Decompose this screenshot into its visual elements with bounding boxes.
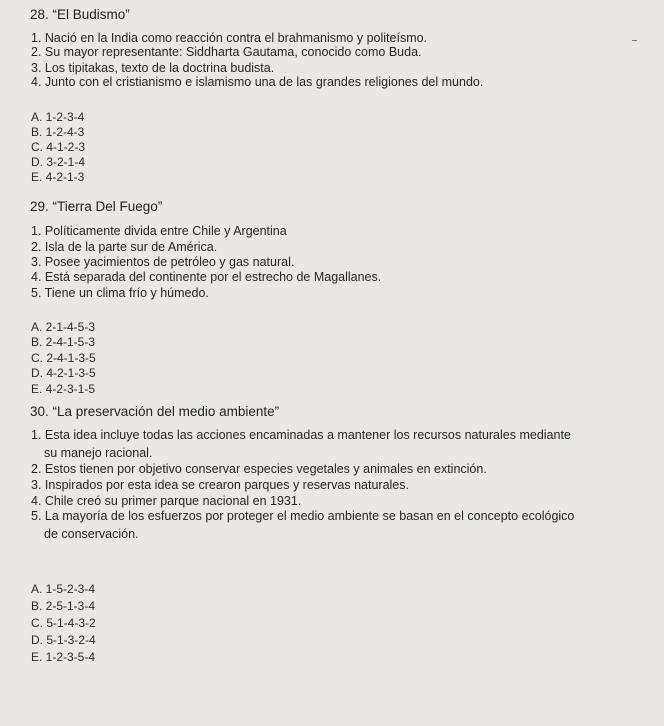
q29-option-c[interactable]: C. 2-4-1-3-5 <box>31 351 96 365</box>
q28-option-c[interactable]: C. 4-1-2-3 <box>31 140 86 154</box>
question-30-title: 30. “La preservación del medio ambiente” <box>30 404 280 419</box>
q28-statement-2: 2. Su mayor representante: Siddharta Gautama, conocido como Buda. <box>31 45 422 59</box>
q29-statement-2: 2. Isla de la parte sur de América. <box>31 240 218 254</box>
q28-option-e[interactable]: E. 4-2-1-3 <box>31 170 85 184</box>
pen-mark <box>632 40 637 41</box>
q30-statement-5-cont: de conservación. <box>44 527 139 541</box>
q30-option-b[interactable]: B. 2-5-1-3-4 <box>31 599 96 613</box>
question-28-title: 28. “El Budismo” <box>30 7 130 22</box>
q29-option-b[interactable]: B. 2-4-1-5-3 <box>31 335 96 349</box>
q28-option-d[interactable]: D. 3-2-1-4 <box>31 155 86 169</box>
q30-option-a[interactable]: A. 1-5-2-3-4 <box>31 582 96 596</box>
q30-option-d[interactable]: D. 5-1-3-2-4 <box>31 633 96 647</box>
q30-statement-1-cont: su manejo racional. <box>44 446 153 460</box>
q28-option-b[interactable]: B. 1-2-4-3 <box>31 125 85 139</box>
q29-statement-4: 4. Está separada del continente por el estrecho de Magallanes. <box>31 270 382 284</box>
q29-statement-3: 3. Posee yacimientos de petróleo y gas natural. <box>31 255 295 269</box>
q30-option-c[interactable]: C. 5-1-4-3-2 <box>31 616 96 630</box>
q29-statement-5: 5. Tiene un clima frío y húmedo. <box>31 286 209 300</box>
q28-statement-3: 3. Los tipitakas, texto de la doctrina budista. <box>31 61 275 75</box>
q30-statement-4: 4. Chile creó su primer parque nacional en 1931. <box>31 494 302 508</box>
q30-statement-5: 5. La mayoría de los esfuerzos por proteger el medio ambiente se basan en el concepto ecológico <box>31 509 575 523</box>
q28-statement-1: 1. Nació en la India como reacción contra el brahmanismo y politeísmo. <box>31 31 428 45</box>
question-29-title: 29. “Tierra Del Fuego” <box>30 199 163 214</box>
q30-option-e[interactable]: E. 1-2-3-5-4 <box>31 650 96 664</box>
q28-option-a[interactable]: A. 1-2-3-4 <box>31 110 85 124</box>
q30-statement-3: 3. Inspirados por esta idea se crearon parques y reservas naturales. <box>31 478 409 492</box>
q29-statement-1: 1. Políticamente divida entre Chile y Argentina <box>31 224 287 238</box>
q29-option-a[interactable]: A. 2-1-4-5-3 <box>31 320 96 334</box>
q28-statement-4: 4. Junto con el cristianismo e islamismo una de las grandes religiones del mundo. <box>31 75 484 89</box>
q29-option-e[interactable]: E. 4-2-3-1-5 <box>31 382 96 396</box>
q30-statement-1: 1. Esta idea incluye todas las acciones encaminadas a mantener los recursos naturales mediante <box>31 428 571 442</box>
q30-statement-2: 2. Estos tienen por objetivo conservar especies vegetales y animales en extinción. <box>31 462 487 476</box>
q29-option-d[interactable]: D. 4-2-1-3-5 <box>31 366 96 380</box>
